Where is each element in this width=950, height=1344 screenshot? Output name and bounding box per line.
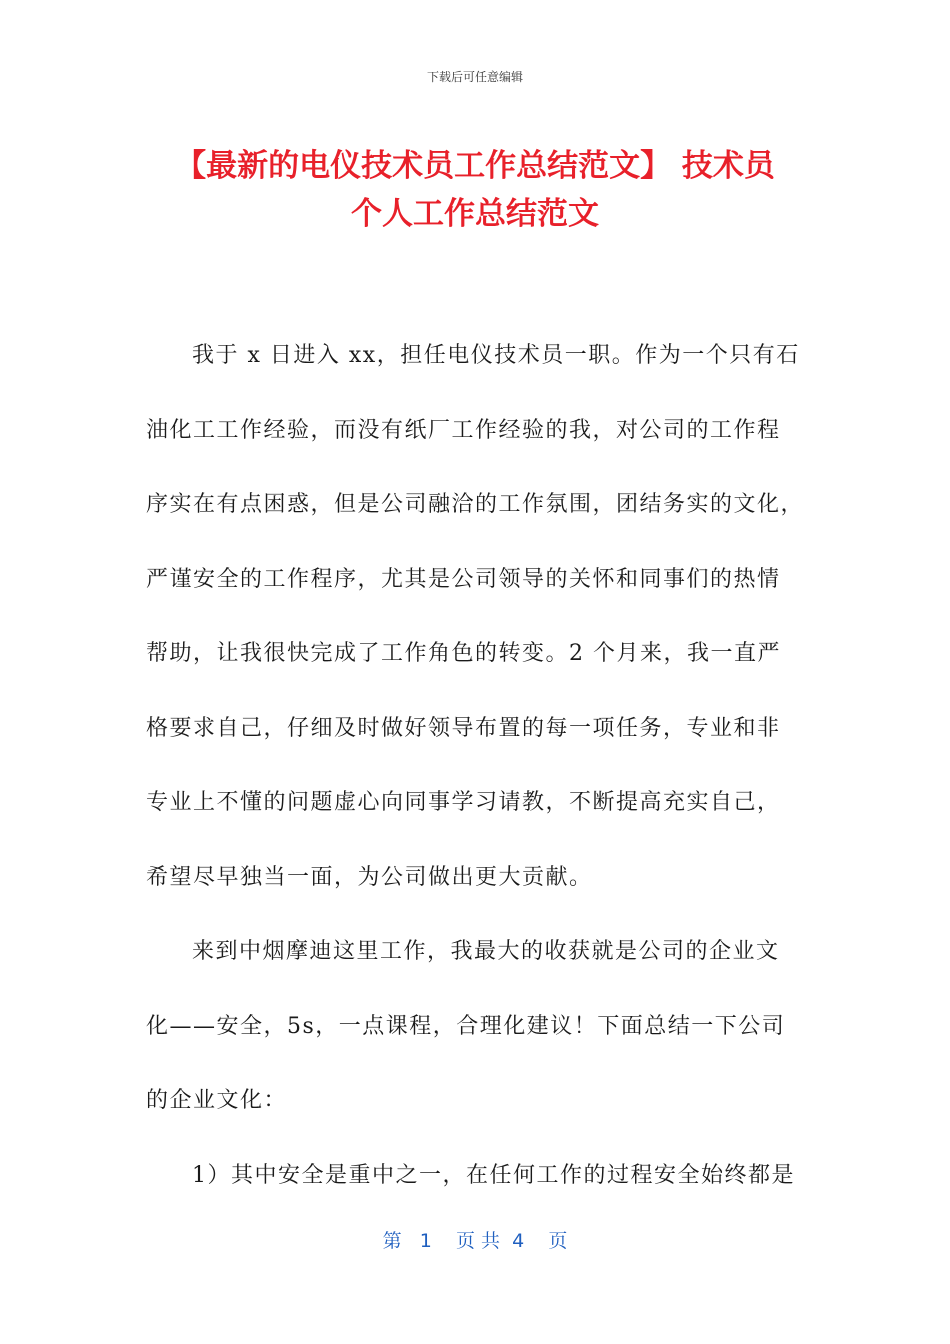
document-title [120,142,830,238]
paragraph-3 [146,1139,806,1214]
paragraph-line: 1）其中安全是重中之一，在任何工作的过程安全始终都是 [192,1162,795,1188]
paragraph-line: 油化工工作经验，而没有纸厂工作经验的我，对公司的工作程 [146,417,781,443]
page-number-footer: 第 1 页 共 4 页 [382,1230,568,1252]
title-line-1: 【最新的电仪技术员工作总结范文】 技术员 [175,148,775,184]
paragraph-line: 我于 x 日进入 xx，担任电仪技术员一职。作为一个只有石 [192,343,800,368]
paragraph-line: 序实在有点困惑，但是公司融洽的工作氛围，团结务实的文化， [146,492,805,517]
paragraph-line: 专业上不懂的问题虚心向同事学习请教，不断提高充实自己， [146,790,781,815]
paragraph-line: 严谨安全的工作程序，尤其是公司领导的关怀和同事们的热情 [146,566,781,592]
paragraph-1 [146,319,806,915]
paragraph-line: 化——安全，5s，一点课程，合理化建议！下面总结一下公司 [146,1013,786,1039]
paragraph-line: 帮助，让我很快完成了工作角色的转变。2 个月来，我一直严 [146,641,781,666]
paragraph-line: 的企业文化： [146,1088,288,1113]
paragraph-line: 希望尽早独当一面，为公司做出更大贡献。 [146,864,593,890]
document-body [146,319,806,1213]
title-line-2: 个人工作总结范文 [351,196,599,232]
paragraph-2 [146,915,806,1139]
header-note: 下载后可任意编辑 [426,70,523,84]
paragraph-line: 来到中烟摩迪这里工作，我最大的收获就是公司的企业文 [192,939,780,964]
paragraph-line: 格要求自己，仔细及时做好领导布置的每一项任务，专业和非 [146,715,781,741]
